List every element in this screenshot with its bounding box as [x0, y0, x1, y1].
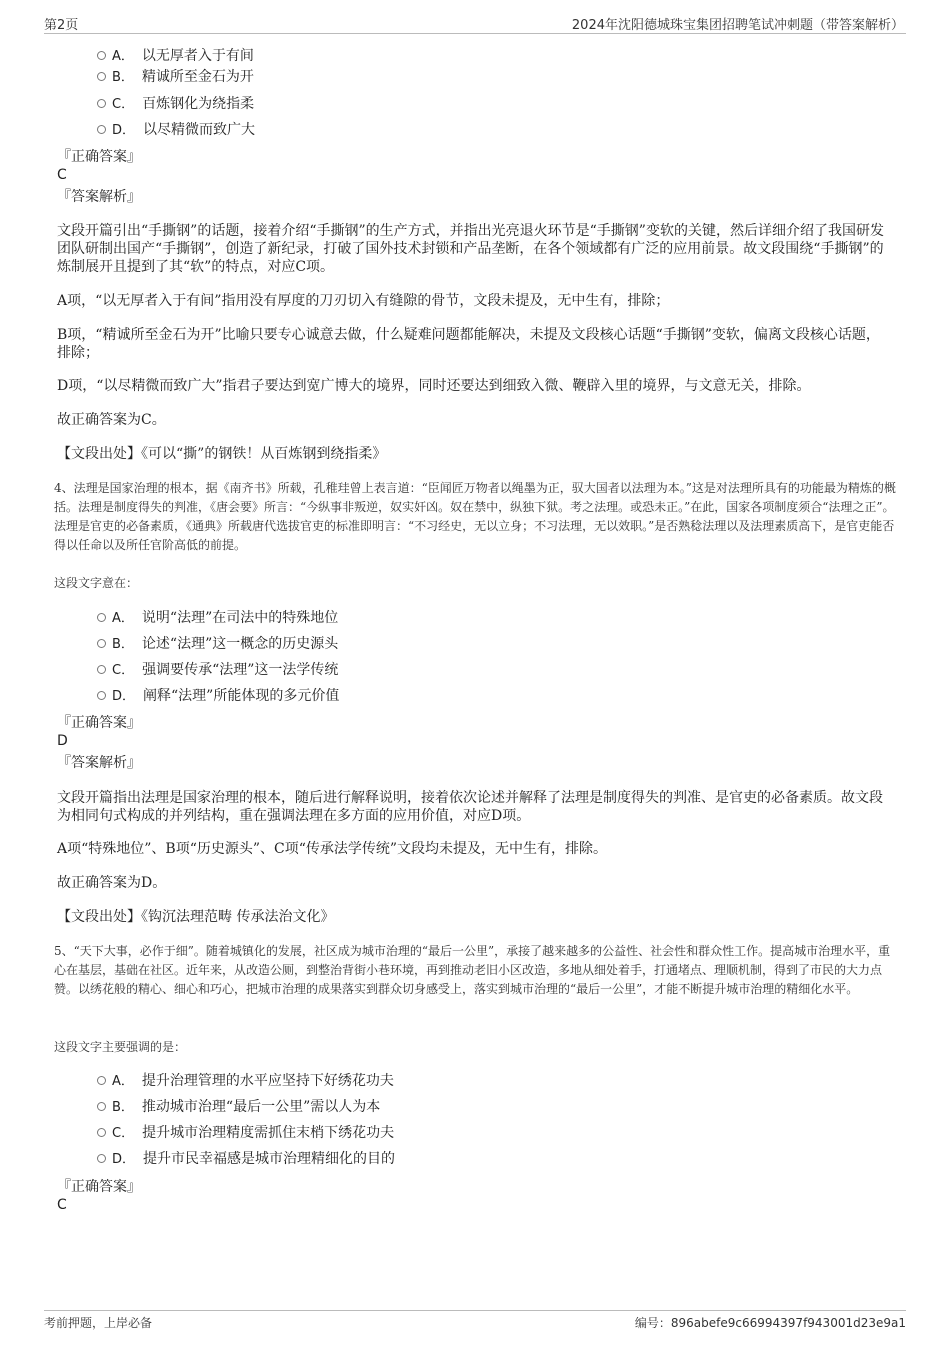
- radio-icon[interactable]: [97, 1102, 106, 1111]
- q3-conclusion: 故正确答案为C。: [57, 412, 166, 428]
- q3-analysis-paragraph: 文段开篇引出“手撕钢”的话题，接着介绍“手撕钢”的生产方式，并指出光亮退火环节是“手撕钢”变软的关键，然后详细介绍了我国研发团队研制出国产“手撕钢”，创造了新纪录，打破了国外技术封锁和产品垄断，在各个领域都有广泛的应用前景。故文段围绕“手撕钢”的炼制展开且提到了其“软”的特点，对应C项。: [57, 223, 884, 275]
- radio-icon[interactable]: [97, 613, 106, 622]
- q3-analysis-option-b: B项，“精诚所至金石为开”比喻只要专心诚意去做，什么疑难问题都能解决，未提及文段核心话题“手撕钢”变软，偏离文段核心话题，排除；: [57, 327, 880, 361]
- q4-option-b[interactable]: B． 论述“法理”这一概念的历史源头: [97, 633, 338, 655]
- radio-icon[interactable]: [97, 125, 106, 134]
- q5-answer-label: 『正确答案』: [57, 1179, 141, 1195]
- document-id: 编号：896abefe9c66994397f943001d23e9a1: [634, 1316, 906, 1330]
- radio-icon[interactable]: [97, 665, 106, 674]
- radio-icon[interactable]: [97, 691, 106, 700]
- q4-stem: 4、法理是国家治理的根本，据《南齐书》所载，孔稚珪曾上表言道：“臣闻匠万物者以绳墨为正，驭大国者以法理为本。”这是对法理所具有的功能最为精炼的概括。法理是制度得失的判准，《唐会要》所言：“今纵事非叛逆，奴实奸凶。奴在禁中，纵独下狱。考之法理。或恐未正。”在此，国家各项制度须合“法理之正”。法理是官吏的必备素质，《通典》所载唐代选拔官吏的标准即明言：“不习经史，无以立身；不习法理，无以效职。”是否熟稔法理以及法理素质高下，是官吏能否得以任命以及所任官阶高低的前提。: [54, 481, 896, 552]
- q5-option-b[interactable]: B． 推动城市治理“最后一公里”需以人为本: [97, 1096, 380, 1118]
- q4-analysis-paragraph: 文段开篇指出法理是国家治理的根本，随后进行解释说明，接着依次论述并解释了法理是制度得失的判准、是官吏的必备素质。故文段为相同句式构成的并列结构，重在强调法理在多方面的应用价值，对应D项。: [57, 790, 883, 824]
- q4-answer: D: [57, 733, 68, 749]
- radio-icon[interactable]: [97, 1076, 106, 1085]
- q5-question: 这段文字主要强调的是：: [54, 1040, 187, 1054]
- q4-option-c[interactable]: C． 强调要传承“法理”这一法学传统: [97, 659, 338, 681]
- q5-option-c[interactable]: C． 提升城市治理精度需抓住末梢下绣花功夫: [97, 1122, 394, 1144]
- footer-divider: [44, 1310, 906, 1311]
- q3-option-d[interactable]: D． 以尽精微而致广大: [97, 119, 255, 141]
- q4-analysis-options: A项“特殊地位”、B项“历史源头”、C项“传承法学传统”文段均未提及，无中生有，排除。: [57, 841, 608, 857]
- q3-option-a[interactable]: A． 以无厚者入于有间: [97, 45, 254, 67]
- q5-option-d[interactable]: D． 提升市民幸福感是城市治理精细化的目的: [97, 1148, 395, 1170]
- q3-analysis-label: 『答案解析』: [57, 189, 141, 205]
- q3-answer: C: [57, 167, 67, 183]
- q4-analysis-label: 『答案解析』: [57, 755, 141, 771]
- header-divider: [44, 33, 906, 34]
- q3-answer-label: 『正确答案』: [57, 149, 141, 165]
- q5-answer: C: [57, 1197, 67, 1213]
- document-title: 2024年沈阳德城珠宝集团招聘笔试冲刺题（带答案解析）: [571, 18, 904, 33]
- q5-option-a[interactable]: A． 提升治理管理的水平应坚持下好绣花功夫: [97, 1070, 394, 1092]
- radio-icon[interactable]: [97, 1128, 106, 1137]
- radio-icon[interactable]: [97, 51, 106, 60]
- radio-icon[interactable]: [97, 1154, 106, 1163]
- q3-option-b[interactable]: B． 精诚所至金石为开: [97, 66, 254, 88]
- q4-answer-label: 『正确答案』: [57, 715, 141, 731]
- q3-analysis-option-d: D项，“以尽精微而致广大”指君子要达到宽广博大的境界，同时还要达到细致入微、鞭辟入里的境界，与文意无关，排除。: [57, 378, 811, 394]
- q4-option-a[interactable]: A． 说明“法理”在司法中的特殊地位: [97, 607, 338, 629]
- q3-analysis-option-a: A项，“以无厚者入于有间”指用没有厚度的刀刃切入有缝隙的骨节，文段未提及，无中生有，排除；: [57, 293, 670, 309]
- q4-conclusion: 故正确答案为D。: [57, 875, 167, 891]
- q4-source: 【文段出处】《钩沉法理范畴 传承法治文化》: [57, 909, 335, 925]
- radio-icon[interactable]: [97, 639, 106, 648]
- footer-slogan: 考前押题，上岸必备: [44, 1316, 153, 1330]
- q5-stem: 5、“天下大事，必作于细”。随着城镇化的发展，社区成为城市治理的“最后一公里”，承接了越来越多的公益性、社会性和群众性工作。提高城市治理水平，重心在基层，基础在社区。近年来，从改造公厕，到整治背街小巷环境，再到推动老旧小区改造，多地从细处着手，打通堵点、理顺机制，得到了市民的大力点赞。以绣花般的精心、细心和巧心，把城市治理的成果落实到群众切身感受上，落实到城市治理的“最后一公里”，才能不断提升城市治理的精细化水平。: [54, 944, 891, 996]
- page-number: 第2页: [44, 18, 79, 33]
- q3-source: 【文段出处】《可以“撕”的钢铁！从百炼钢到绕指柔》: [57, 446, 387, 462]
- radio-icon[interactable]: [97, 99, 106, 108]
- q4-option-d[interactable]: D． 阐释“法理”所能体现的多元价值: [97, 685, 339, 707]
- q4-question: 这段文字意在：: [54, 576, 139, 590]
- q3-option-c[interactable]: C． 百炼钢化为绕指柔: [97, 93, 254, 115]
- radio-icon[interactable]: [97, 72, 106, 81]
